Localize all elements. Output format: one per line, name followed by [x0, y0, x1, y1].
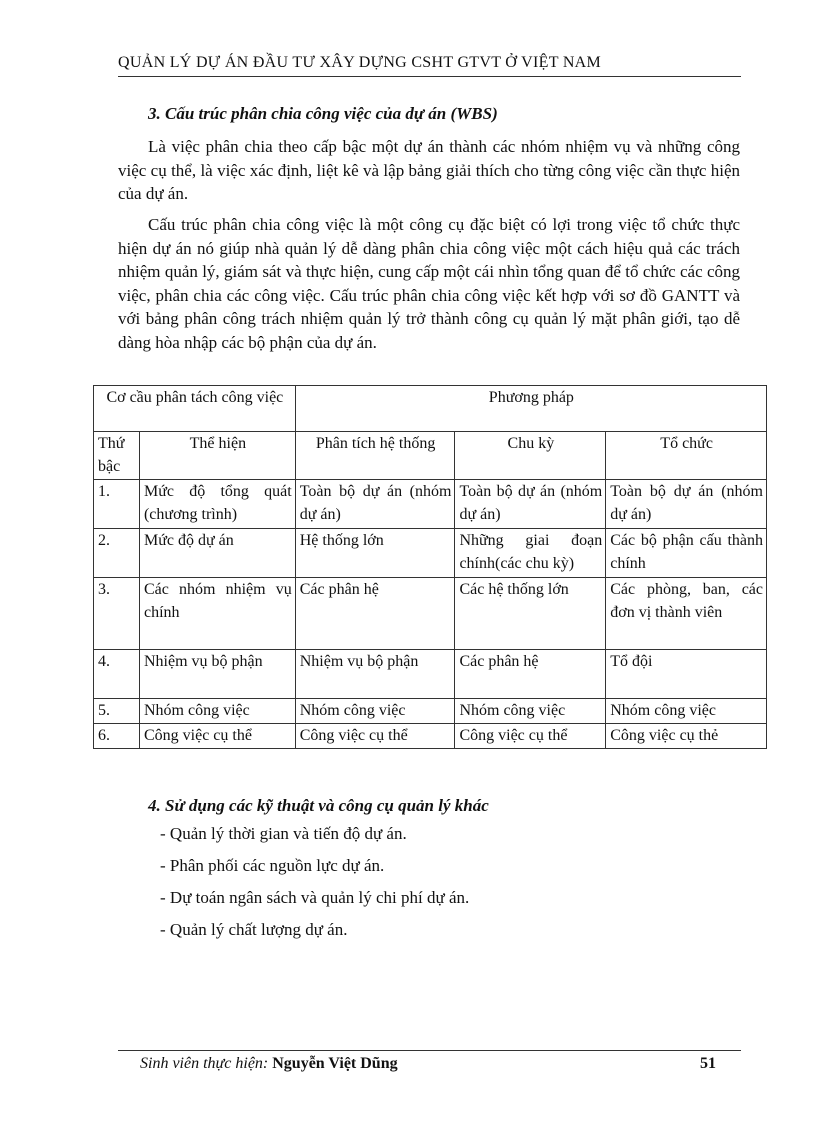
table-cell: 5. [94, 699, 140, 724]
table-cell: Nhóm công việc [455, 699, 606, 724]
table-cell: Nhiệm vụ bộ phận [295, 650, 455, 699]
table-row [94, 578, 767, 650]
table-cell: Toàn bộ dự án (nhóm dự án) [295, 480, 455, 529]
list-item: - Dự toán ngân sách và quản lý chi phí dự án. [160, 888, 470, 907]
table-column-header-row [94, 432, 767, 480]
table-header-organization: Tổ chức [606, 432, 767, 480]
table-row [94, 529, 767, 578]
table-row [94, 724, 767, 749]
table-cell: 6. [94, 724, 140, 749]
table-cell: Nhóm công việc [139, 699, 295, 724]
table-header-representation: Thể hiện [139, 432, 295, 480]
table-cell: Toàn bộ dự án (nhóm dự án) [455, 480, 606, 529]
table-cell: Mức độ dự án [139, 529, 295, 578]
table-cell: 4. [94, 650, 140, 699]
footer-author-name: Nguyễn Việt Dũng [272, 1055, 398, 1072]
list-item: - Quản lý chất lượng dự án. [160, 920, 348, 939]
list-item: - Phân phối các nguồn lực dự án. [160, 856, 385, 875]
table-cell: Tổ đội [606, 650, 767, 699]
table-cell: 3. [94, 578, 140, 650]
footer-divider [118, 1050, 741, 1051]
page-number: 51 [700, 1055, 716, 1072]
table-row [94, 650, 767, 699]
section-4-title: 4. Sử dụng các kỹ thuật và công cụ quản lý khác [148, 796, 489, 815]
page-header: QUẢN LÝ DỰ ÁN ĐẦU TƯ XÂY DỰNG CSHT GTVT Ở VIỆT NAM [118, 54, 741, 77]
table-cell: Công việc cụ thể [455, 724, 606, 749]
table-group-header-method: Phương pháp [295, 386, 766, 432]
table-cell: Toàn bộ dự án (nhóm dự án) [606, 480, 767, 529]
table-group-header-structure: Cơ cầu phân tách công việc [94, 386, 296, 432]
table-cell: Các phân hệ [455, 650, 606, 699]
table-cell: Các hệ thống lớn [455, 578, 606, 650]
table-cell: Nhóm công việc [606, 699, 767, 724]
table-cell: Các nhóm nhiệm vụ chính [139, 578, 295, 650]
table-cell: Các phòng, ban, các đơn vị thành viên [606, 578, 767, 650]
table-cell: Công việc cụ thể [295, 724, 455, 749]
table-cell: 1. [94, 480, 140, 529]
table-header-system-analysis: Phân tích hệ thống [295, 432, 455, 480]
table-cell: Các bộ phận cấu thành chính [606, 529, 767, 578]
table-header-cycle: Chu kỳ [455, 432, 606, 480]
footer-author: Sinh viên thực hiện: Nguyễn Việt Dũng [140, 1055, 398, 1072]
section-3-paragraph-2: Cấu trúc phân chia công việc là một công cụ đặc biệt có lợi trong việc tổ chức thực hiện dự án nó giúp nhà quản lý dễ dàng phân chia công việc một cách hiệu quả các trách nhiệm quản lý, giám sát và thực hiện, cung cấp một cái nhìn tổng quan để tổ chức các công việc, phân chia các công việc. Cấu trúc phân chia công việc kết hợp với sơ đồ GANTT và với bảng phân công trách nhiệm quản lý trở thành công cụ quản lý mặt phân giới, tạo dễ dàng hòa nhập các bộ phận của dự án. [118, 215, 740, 352]
table-cell: Những giai đoạn chính(các chu kỳ) [455, 529, 606, 578]
table-cell: Công việc cụ thể [139, 724, 295, 749]
table-cell: Công việc cụ thẻ [606, 724, 767, 749]
table-header-level: Thứ bậc [94, 432, 140, 480]
footer-label: Sinh viên thực hiện [140, 1055, 263, 1072]
table-cell: Nhóm công việc [295, 699, 455, 724]
section-3-title: 3. Cấu trúc phân chia công việc của dự án (WBS) [148, 104, 498, 123]
table-cell: Các phân hệ [295, 578, 455, 650]
table-cell: Mức độ tổng quát (chương trình) [139, 480, 295, 529]
wbs-table [93, 385, 767, 749]
table-row [94, 699, 767, 724]
table-cell: Nhiệm vụ bộ phận [139, 650, 295, 699]
list-item: - Quản lý thời gian và tiến độ dự án. [160, 824, 407, 843]
table-group-header-row [94, 386, 767, 432]
section-4-list [160, 824, 469, 952]
table-cell: Hệ thống lớn [295, 529, 455, 578]
table-cell: 2. [94, 529, 140, 578]
section-3-paragraph-1: Là việc phân chia theo cấp bậc một dự án thành các nhóm nhiệm vụ và những công việc cụ thể, là việc xác định, liệt kê và lập bảng giải thích cho từng công việc cần thực hiện của dự án. [118, 137, 740, 203]
table-row [94, 480, 767, 529]
